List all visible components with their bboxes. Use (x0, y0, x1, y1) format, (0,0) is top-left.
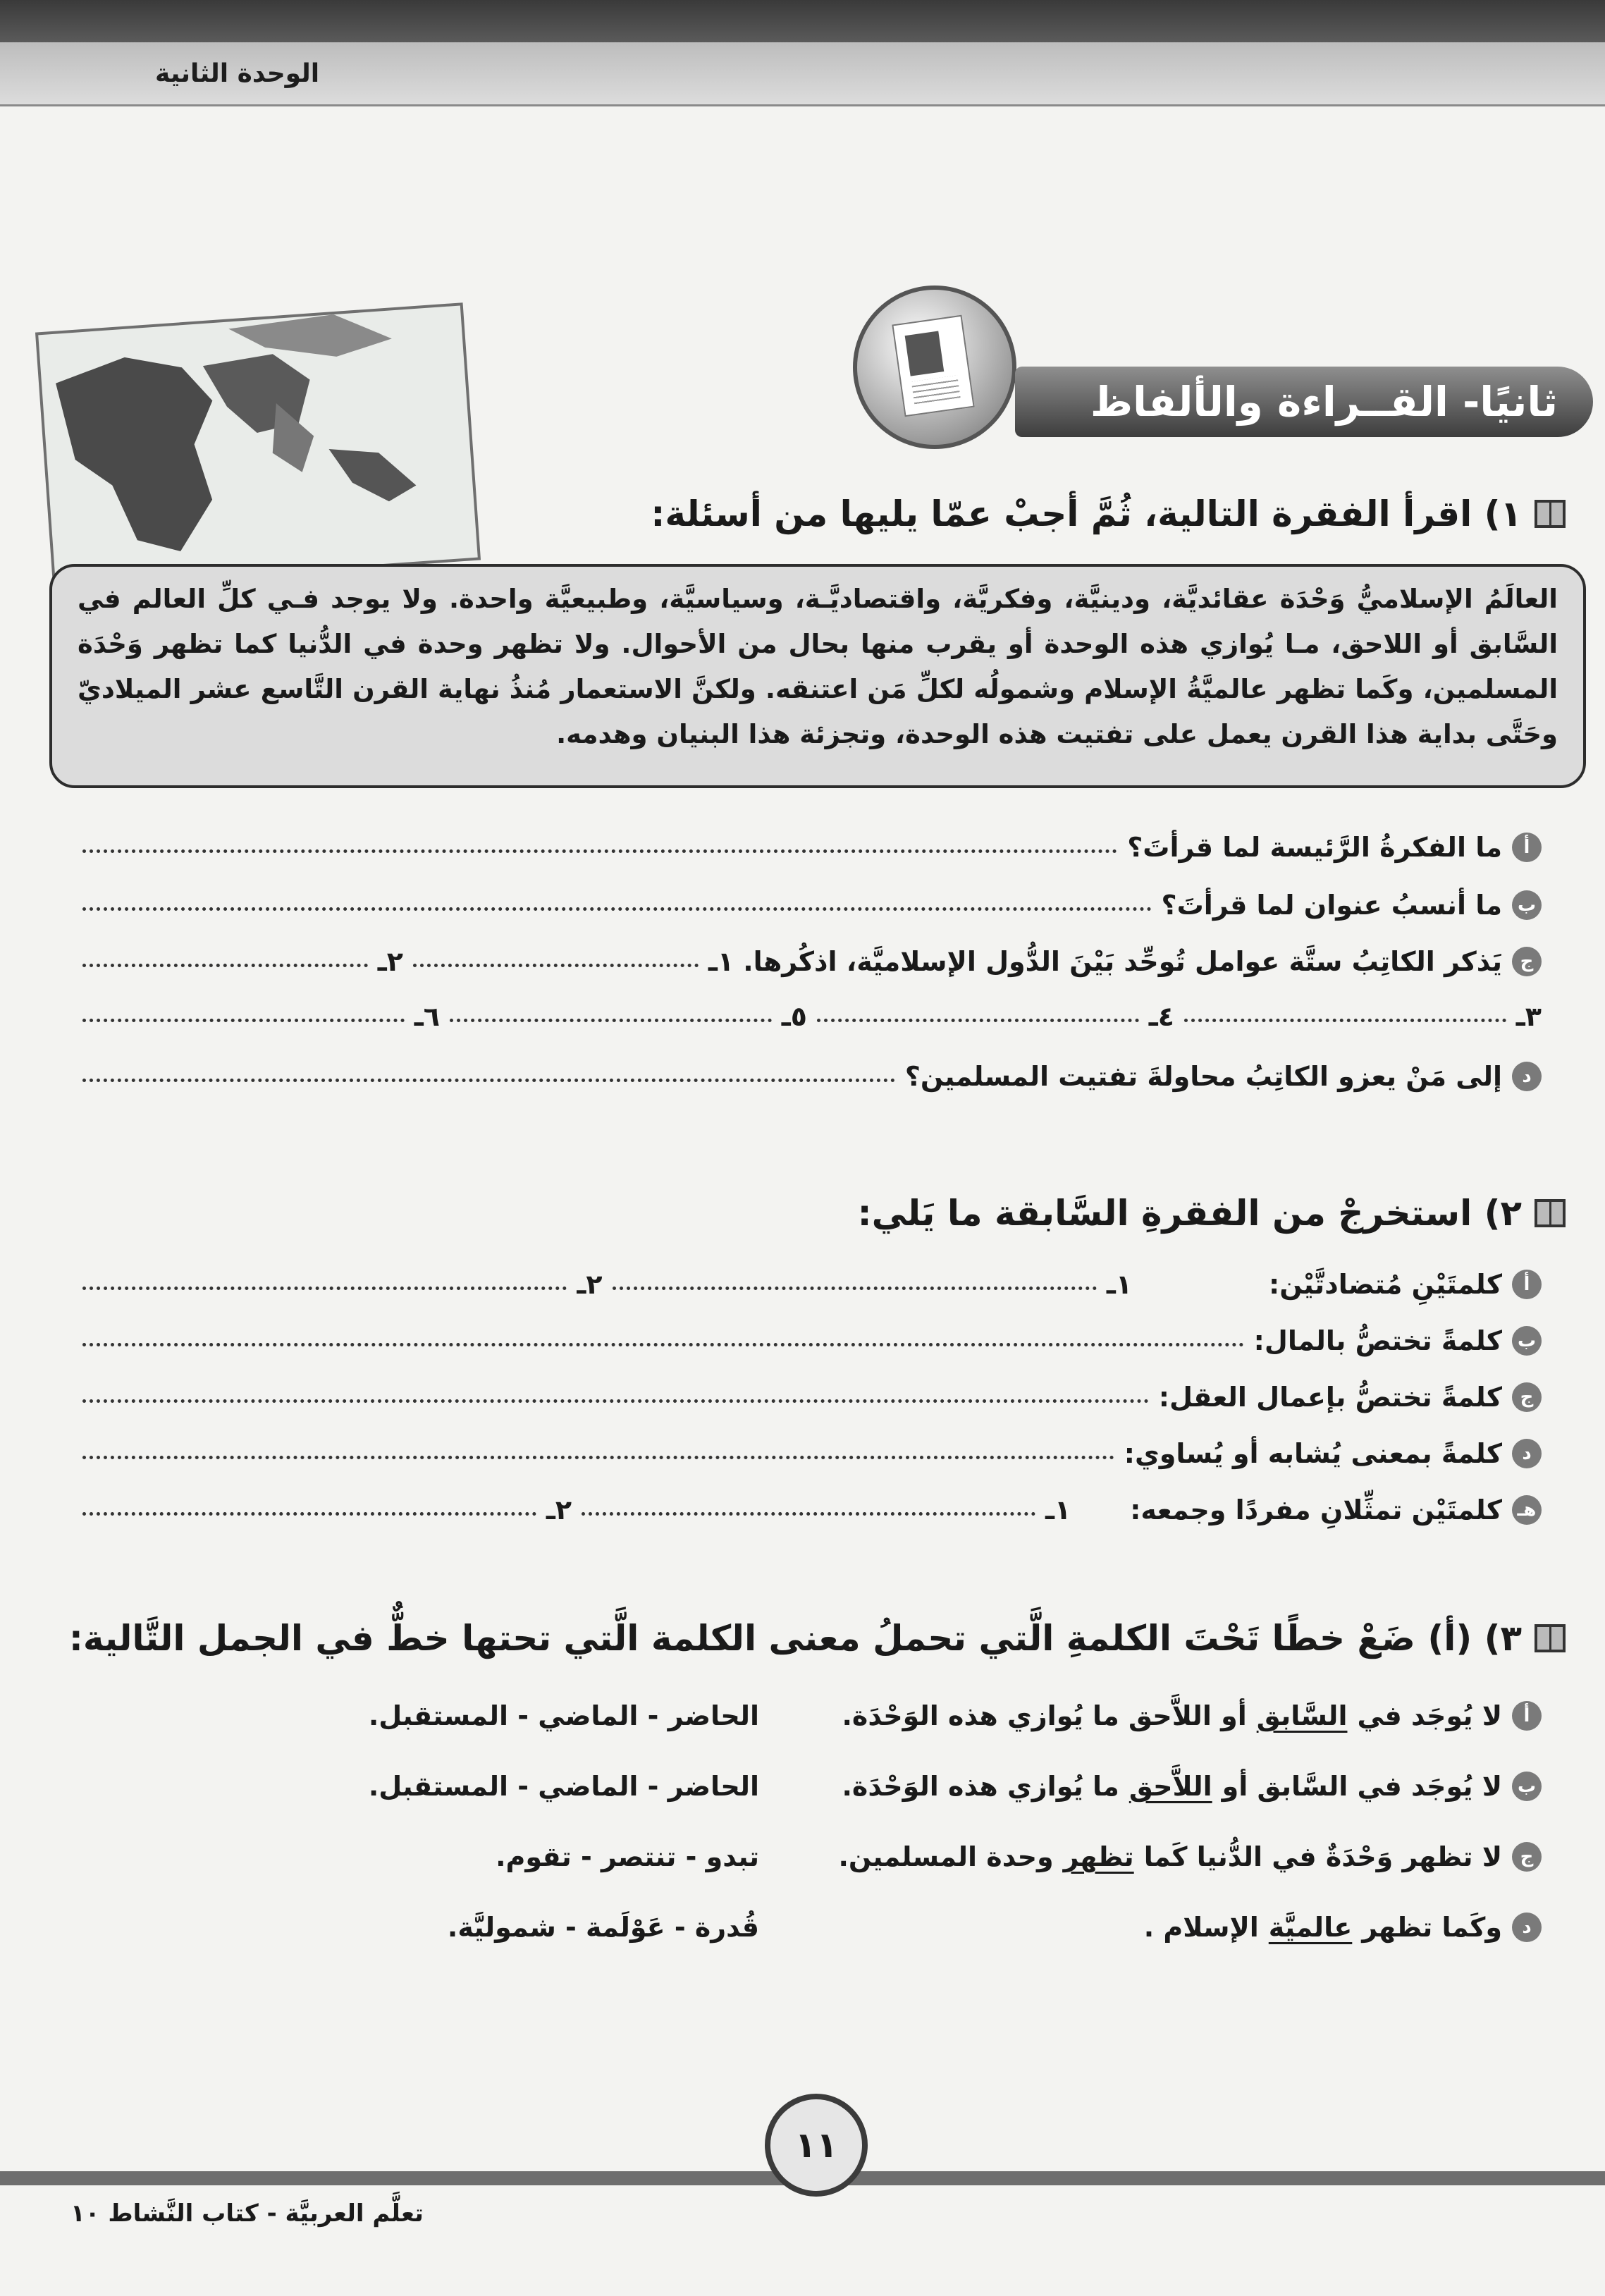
factor-4-label: ٤ـ (1148, 1001, 1174, 1032)
badge-b: ب (1512, 1326, 1542, 1356)
answer-line[interactable] (82, 1279, 567, 1290)
question-1-heading (651, 493, 1566, 534)
answer-line[interactable] (82, 1336, 1244, 1346)
badge-d: د (1512, 1062, 1542, 1091)
answer-line[interactable] (82, 1505, 536, 1516)
question-2-title: ٢) استخرجْ من الفقرةِ السَّابقة ما يَلي: (857, 1193, 1522, 1234)
q1-d-row (82, 1061, 1542, 1092)
section-title: ثانيًا- القــراءة والألفاظ (1090, 378, 1558, 426)
badge-c: ج (1512, 1382, 1542, 1412)
factor-5-label: ٥ـ (781, 1001, 807, 1032)
answer-line[interactable] (613, 1279, 1097, 1290)
q1-b-text: ما أنسبُ عنوان لما قرأتَ؟ (1161, 890, 1502, 921)
answer-line[interactable] (582, 1505, 1035, 1516)
q3-b-options[interactable]: الحاضر - الماضي - المستقبل. (368, 1771, 759, 1802)
unit-title: الوحدة الثانية (155, 59, 320, 88)
q3-c-post: وحدة المسلمين. (838, 1841, 1054, 1872)
answer-line[interactable] (82, 1392, 1149, 1403)
badge-e: هـ (1512, 1495, 1542, 1525)
answer-line[interactable] (82, 842, 1117, 853)
q3-a-options[interactable]: الحاضر - الماضي - المستقبل. (368, 1700, 759, 1731)
q1-b-row (82, 890, 1542, 921)
page-number: ١١ (765, 2094, 868, 2197)
answer-line[interactable] (82, 900, 1152, 911)
q2-d-row (82, 1438, 1542, 1469)
question-3-title: ٣) (أ) ضَعْ خطًا تَحْتَ الكلمةِ الَّتي تحملُ معنى الكلمة الَّتي تحتها خطٌّ في الجمل التَّالية: (68, 1618, 1522, 1659)
factor-2-label: ٢ـ (377, 946, 403, 977)
reading-passage: العالَمُ الإسلاميُّ وَحْدَة عقائديَّة، ودينيَّة، وفكريَّة، واقتصاديَّـة، وسياسيَّة، وطبيعيَّة واحدة. ولا يوجد فـي كلِّ العالم في السَّابق أو اللاحق، مـا يُوازي هذه الوحدة أو يقرب منها بحال من الأحوال. ولا تظهر وحدة في الدُّنيا كما تظهر وَحْدَة المسلمين، وكَما تظهر عالميَّةُ الإسلام وشمولُه لكلِّ مَن اعتنقه. ولكنَّ الاستعمار مُنذُ نهاية القرن التَّاسع عشر الميلاديّ وحَتَّى بداية هذا القرن يعمل على تفتيت هذه الوحدة، وتجزئة هذا البنيان وهدمه. (49, 564, 1586, 788)
q3-c-row (838, 1841, 1542, 1872)
question-2-heading (858, 1193, 1566, 1234)
badge-a: أ (1512, 1701, 1542, 1731)
q1-c-row-2 (82, 1001, 1542, 1032)
answer-line[interactable] (82, 1072, 895, 1082)
q3-b-underlined-word: اللاَّحق (1129, 1771, 1212, 1802)
q3-b-pre: لا يُوجَد في السَّابق أو (1222, 1771, 1502, 1802)
question-3-heading (69, 1618, 1566, 1659)
q2-a-num2: ٢ـ (577, 1269, 603, 1300)
q2-c-row (82, 1382, 1542, 1413)
q1-a-text: ما الفكرةُ الرَّئيسة لما قرأتَ؟ (1127, 832, 1502, 863)
book-title: تعلَّم العربيَّة - كتاب النَّشاط ١٠ (70, 2199, 424, 2228)
q1-c-row (82, 946, 1542, 977)
q2-b-row (82, 1325, 1542, 1356)
section-banner (1015, 367, 1593, 437)
badge-c: ج (1512, 1842, 1542, 1872)
book-icon (1535, 500, 1566, 528)
q1-a-row (82, 832, 1542, 863)
answer-line[interactable] (82, 957, 368, 967)
q3-a-row (842, 1700, 1542, 1731)
q2-e-num1: ١ـ (1045, 1494, 1071, 1525)
q3-c-pre: لا تظهر وَحْدَةٌ في الدُّنيا كَما (1143, 1841, 1502, 1872)
factor-3-label: ٣ـ (1515, 1001, 1542, 1032)
q3-a-underlined-word: السَّابق (1256, 1700, 1348, 1731)
document-icon (853, 286, 1016, 449)
badge-c: ج (1512, 947, 1542, 976)
q3-d-post: الإسلام . (1143, 1912, 1259, 1943)
top-bar (0, 0, 1605, 42)
world-map-image (35, 302, 481, 590)
q2-d-text: كلمةً بمعنى يُشابه أو يُساوي: (1124, 1438, 1502, 1469)
q2-a-num1: ١ـ (1106, 1269, 1133, 1300)
q2-c-text: كلمةً تختصُّ بإعمال العقل: (1158, 1382, 1502, 1413)
answer-line[interactable] (1184, 1012, 1506, 1022)
q3-c-underlined-word: تظهر (1063, 1841, 1134, 1872)
answer-line[interactable] (82, 1012, 405, 1022)
q2-e-row (82, 1494, 1542, 1525)
q2-e-text: كلمتَيْن تمثِّلانِ مفردًا وجمعه: (1130, 1494, 1502, 1525)
q1-c-text: يَذكر الكاتِبُ ستَّة عوامل تُوحِّد بَيْنَ الدُّول الإسلاميَّة، اذكُرها. ١ـ (708, 946, 1502, 977)
badge-a: أ (1512, 833, 1542, 862)
q3-d-underlined-word: عالميَّة (1268, 1912, 1353, 1943)
q3-b-post: ما يُوازي هذه الوَحْدَة. (842, 1771, 1119, 1802)
q3-b-row (842, 1771, 1542, 1802)
answer-line[interactable] (413, 957, 699, 967)
badge-b: ب (1512, 1772, 1542, 1801)
answer-line[interactable] (817, 1012, 1139, 1022)
q2-b-text: كلمةً تختصُّ بالمال: (1253, 1325, 1502, 1356)
q2-a-text: كلمتَيْنِ مُتضادتَّيْن: (1269, 1269, 1502, 1300)
q3-d-options[interactable]: قُدرة - عَوْلَمة - شموليَّة. (447, 1912, 759, 1943)
badge-b: ب (1512, 890, 1542, 920)
question-1-title: ١) اقرأ الفقرة التالية، ثُمَّ أجبْ عمّا يليها من أسئلة: (651, 493, 1522, 534)
q2-e-num2: ٢ـ (546, 1494, 572, 1525)
badge-a: أ (1512, 1270, 1542, 1299)
badge-d: د (1512, 1913, 1542, 1942)
book-icon (1535, 1199, 1566, 1227)
factor-6-label: ٦ـ (414, 1001, 440, 1032)
q3-a-post: أو اللاَّحق ما يُوازي هذه الوَحْدَة. (842, 1700, 1247, 1731)
q3-d-row (1144, 1912, 1542, 1943)
q2-a-row (82, 1269, 1542, 1300)
answer-line[interactable] (82, 1449, 1114, 1459)
q3-c-options[interactable]: تبدو - تنتصر - تقوم. (496, 1841, 759, 1872)
book-icon (1535, 1624, 1566, 1652)
q3-a-pre: لا يُوجَد في (1357, 1700, 1502, 1731)
answer-line[interactable] (450, 1012, 772, 1022)
q1-d-text: إلى مَنْ يعزو الكاتِبُ محاولةَ تفتيت المسلمين؟ (904, 1061, 1502, 1092)
q3-d-pre: وكَما تظهر (1362, 1912, 1502, 1943)
badge-d: د (1512, 1439, 1542, 1468)
